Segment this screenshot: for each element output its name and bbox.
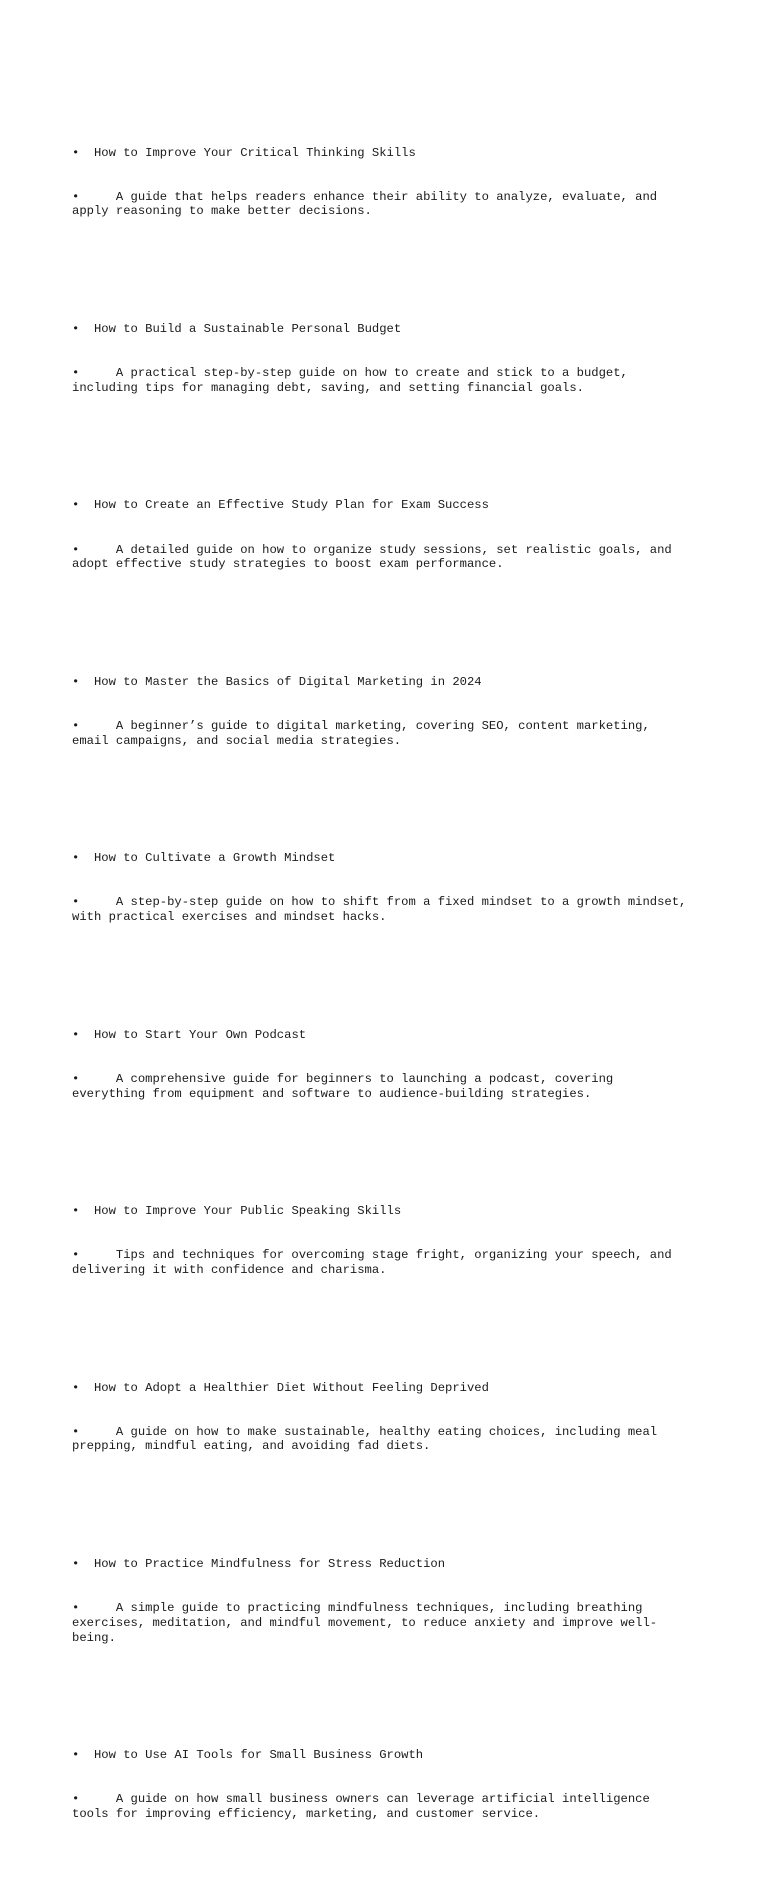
bullet-icon: • bbox=[72, 1071, 80, 1086]
item-description: A comprehensive guide for beginners to launching a podcast, covering everything from equipment and software to audience-building strategies. bbox=[72, 1071, 621, 1101]
item-title: How to Adopt a Healthier Diet Without Feeling Deprived bbox=[93, 1380, 489, 1395]
item-title: How to Create an Effective Study Plan for Exam Success bbox=[93, 498, 489, 513]
item-title-line bbox=[72, 1557, 692, 1572]
list-item bbox=[72, 1175, 692, 1307]
item-description-line bbox=[72, 543, 692, 572]
bullet-icon: • bbox=[72, 145, 80, 160]
bullet-icon: • bbox=[72, 1601, 80, 1616]
bullet-icon: • bbox=[72, 1027, 80, 1042]
bullet-icon: • bbox=[72, 189, 80, 204]
item-title-line bbox=[72, 1028, 692, 1043]
bullet-icon: • bbox=[72, 1792, 80, 1807]
item-description: A guide that helps readers enhance their ability to analyze, evaluate, and apply reasoning to make better decisions. bbox=[72, 189, 665, 219]
item-description: A guide on how small business owners can leverage artificial intelligence tools for improving efficiency, marketing, and customer service. bbox=[72, 1792, 658, 1821]
item-title-line bbox=[72, 851, 692, 866]
item-title: How to Cultivate a Growth Mindset bbox=[93, 851, 336, 866]
bullet-icon: • bbox=[72, 498, 80, 513]
bullet-icon: • bbox=[72, 718, 80, 733]
item-title-line bbox=[72, 322, 692, 337]
item-description-line bbox=[72, 1248, 692, 1277]
item-title: How to Master the Basics of Digital Marketing in 2024 bbox=[93, 674, 482, 689]
item-title-line bbox=[72, 1381, 692, 1396]
item-description-line bbox=[72, 895, 692, 924]
item-description-line bbox=[72, 1072, 692, 1101]
item-description-line bbox=[72, 1425, 692, 1454]
item-title-line bbox=[72, 1204, 692, 1219]
item-title-line bbox=[72, 675, 692, 690]
item-description-line bbox=[72, 1601, 692, 1645]
list-item bbox=[72, 1528, 692, 1675]
bullet-icon: • bbox=[72, 1424, 80, 1439]
item-description: A detailed guide on how to organize study sessions, set realistic goals, and adopt effective study strategies to boost exam performance. bbox=[72, 542, 680, 572]
bullet-icon: • bbox=[72, 851, 80, 866]
list-item bbox=[72, 1351, 692, 1483]
item-title-line bbox=[72, 1748, 692, 1763]
list-item bbox=[72, 293, 692, 425]
bullet-icon: • bbox=[72, 542, 80, 557]
item-description: A beginner’s guide to digital marketing, covering SEO, content marketing, email campaigns, and social media strategies. bbox=[72, 718, 658, 748]
bullet-icon: • bbox=[72, 1557, 80, 1572]
bullet-icon: • bbox=[72, 366, 80, 381]
list-item bbox=[72, 822, 692, 954]
item-title: How to Improve Your Critical Thinking Skills bbox=[93, 145, 416, 160]
bullet-icon: • bbox=[72, 895, 80, 910]
list-item bbox=[72, 645, 692, 777]
item-description-line bbox=[72, 366, 692, 395]
item-description-line bbox=[72, 1792, 692, 1821]
bullet-icon: • bbox=[72, 321, 80, 336]
bullet-icon: • bbox=[72, 1380, 80, 1395]
list-item bbox=[72, 998, 692, 1130]
guide-list bbox=[72, 72, 692, 1895]
item-title: How to Practice Mindfulness for Stress Reduction bbox=[93, 1557, 446, 1572]
bullet-icon: • bbox=[72, 1204, 80, 1219]
list-item bbox=[72, 116, 692, 248]
item-title: How to Use AI Tools for Small Business Growth bbox=[93, 1748, 424, 1763]
item-description: Tips and techniques for overcoming stage fright, organizing your speech, and delivering it with confidence and charisma. bbox=[72, 1248, 680, 1277]
item-title: How to Start Your Own Podcast bbox=[93, 1027, 307, 1042]
item-description-line bbox=[72, 719, 692, 748]
item-title-line bbox=[72, 146, 692, 161]
item-description-line bbox=[72, 190, 692, 219]
bullet-icon: • bbox=[72, 1248, 80, 1263]
item-description: A guide on how to make sustainable, healthy eating choices, including meal prepping, mindful eating, and avoiding fad diets. bbox=[72, 1424, 665, 1454]
item-description: A simple guide to practicing mindfulness techniques, including breathing exercises, meditation, and mindful movement, to reduce anxiety and improve well-being. bbox=[72, 1601, 658, 1645]
list-item bbox=[72, 469, 692, 601]
item-description: A practical step-by-step guide on how to create and stick to a budget, including tips for managing debt, saving, and setting financial goals. bbox=[72, 366, 636, 395]
item-title: How to Improve Your Public Speaking Skills bbox=[93, 1204, 402, 1219]
list-item bbox=[72, 1719, 692, 1851]
item-title: How to Build a Sustainable Personal Budget bbox=[93, 321, 402, 336]
item-description: A step-by-step guide on how to shift from a fixed mindset to a growth mindset, with practical exercises and mindset hacks. bbox=[72, 895, 694, 925]
bullet-icon: • bbox=[72, 1748, 80, 1763]
item-title-line bbox=[72, 498, 692, 513]
bullet-icon: • bbox=[72, 674, 80, 689]
